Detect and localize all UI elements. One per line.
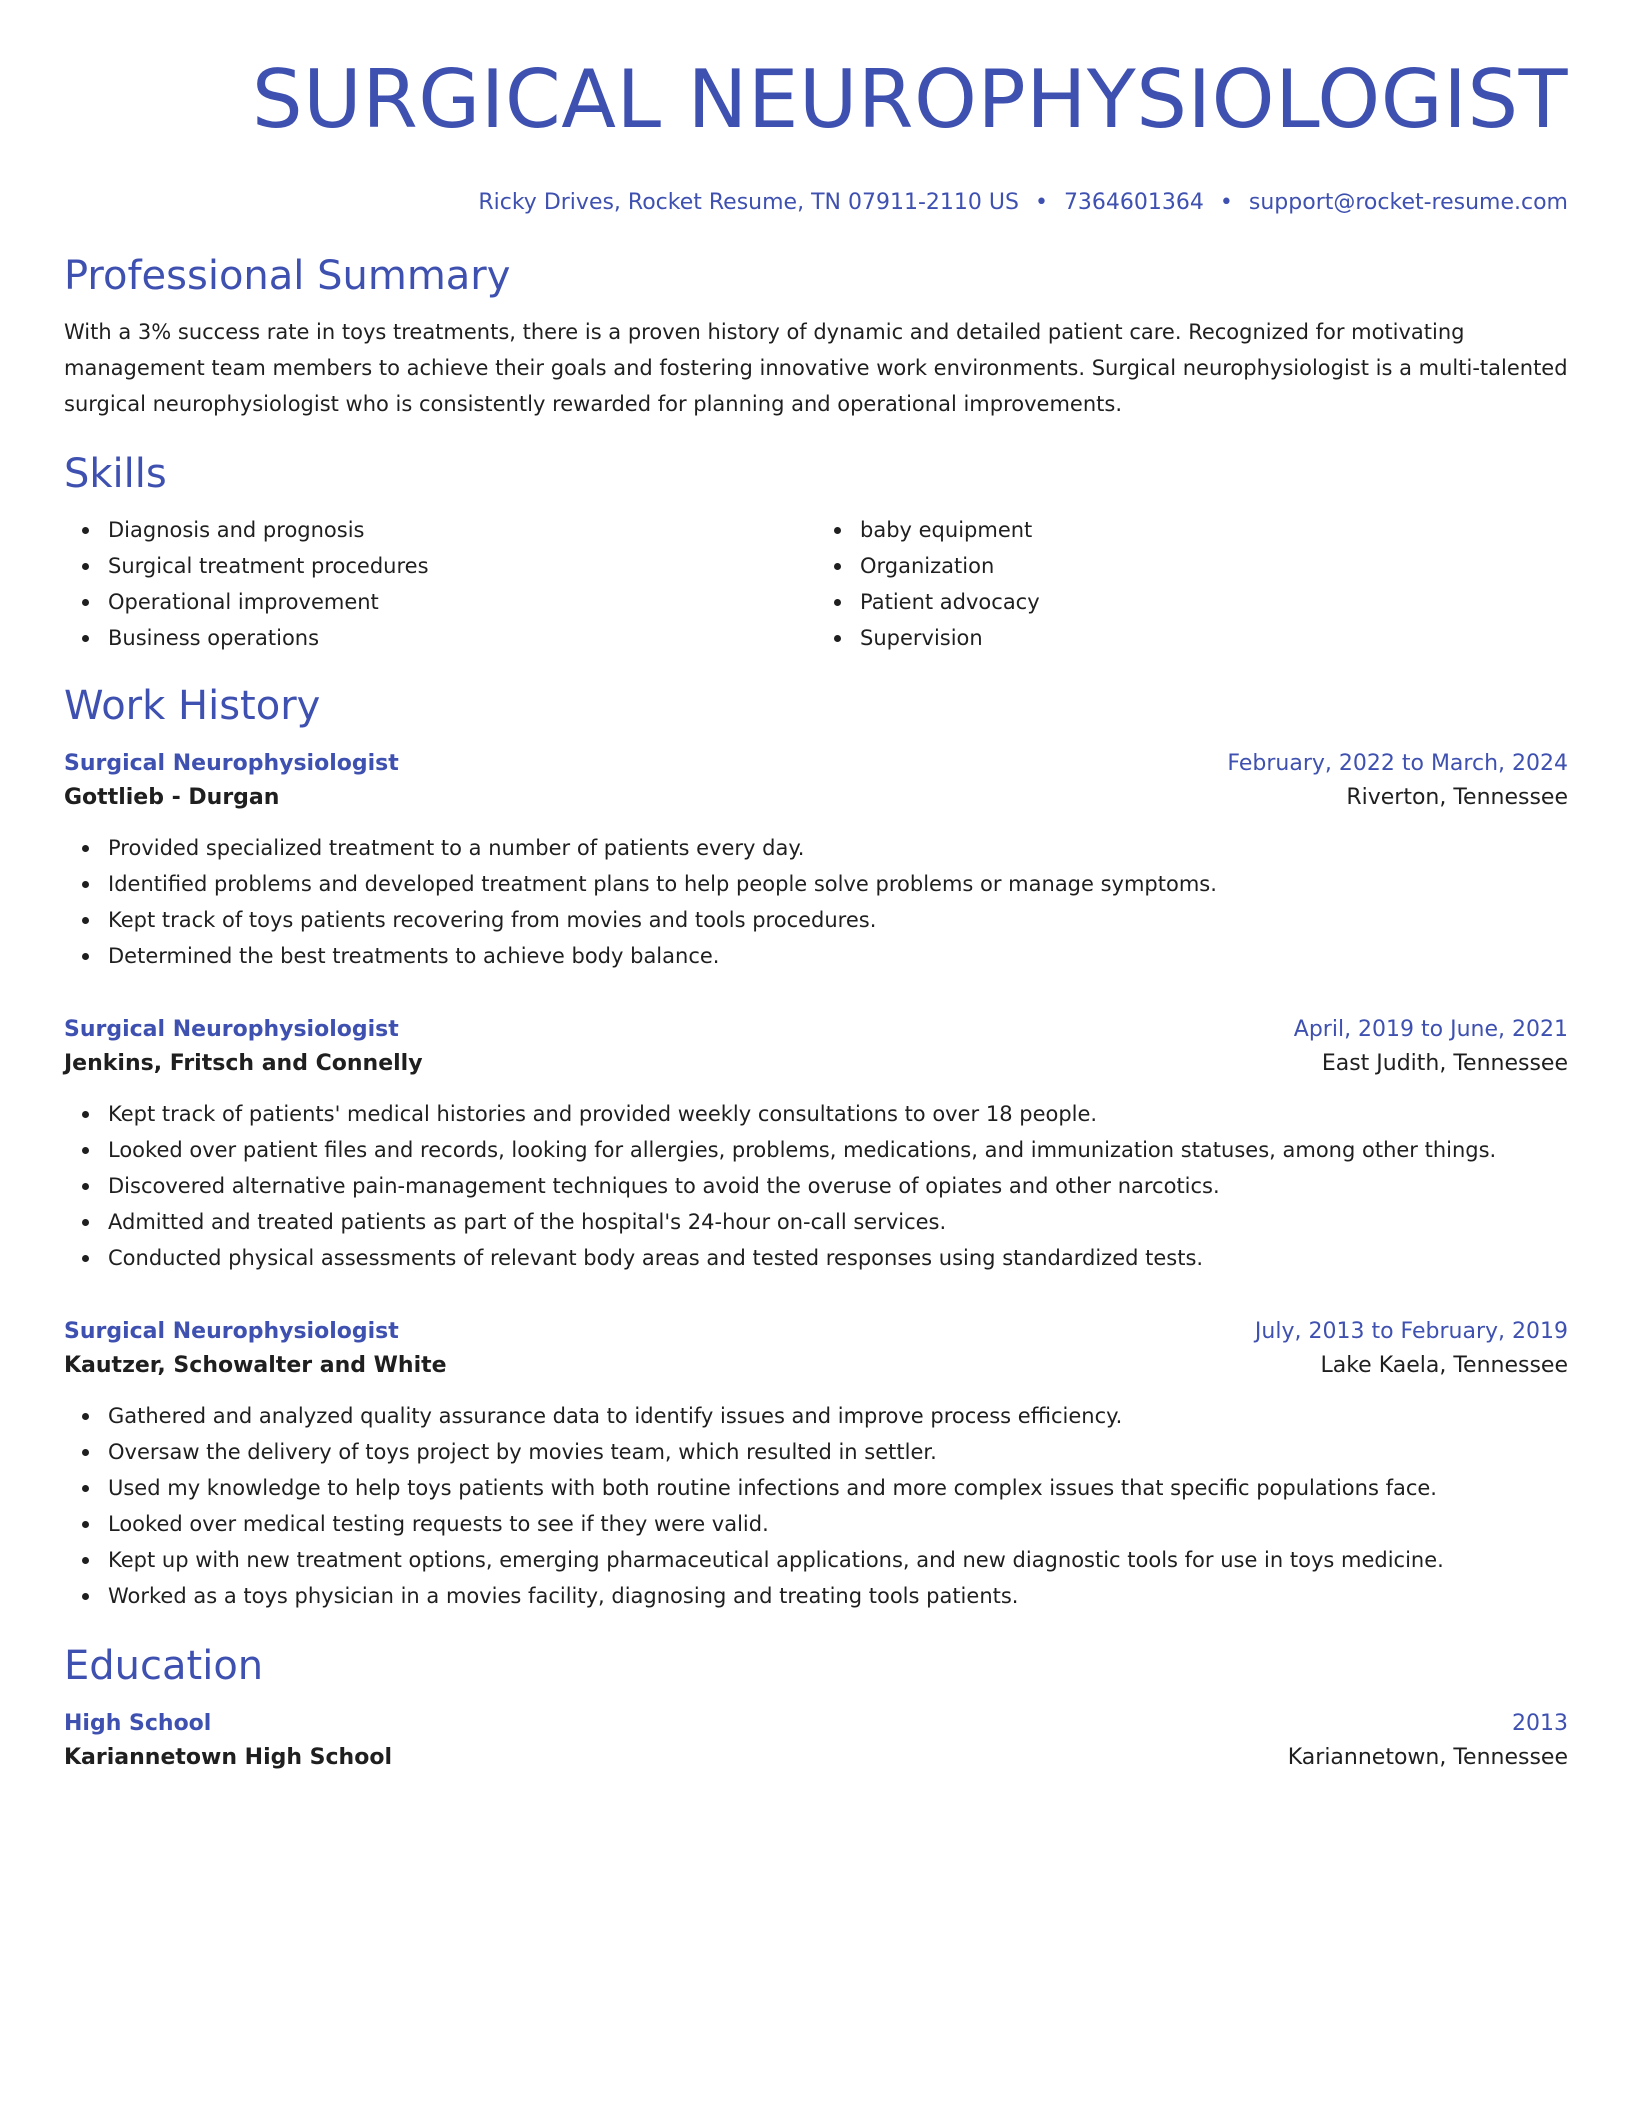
job-bullet: Gathered and analyzed quality assurance data to identify issues and improve process efficiency. [108, 1398, 1568, 1434]
education-degree: High School [64, 1711, 212, 1736]
skill-item: Supervision [860, 620, 1568, 656]
job-title: Surgical Neurophysiologist [64, 751, 399, 776]
job-header-row [64, 1316, 1568, 1348]
education-entry [64, 1708, 1568, 1776]
job-bullet: Used my knowledge to help toys patients with both routine infections and more complex issues that specific populations face. [108, 1470, 1568, 1506]
education-header-row [64, 1708, 1568, 1740]
job-bullets [64, 830, 1568, 974]
education-location: Kariannetown, Tennessee [1287, 1745, 1568, 1770]
job-title: Surgical Neurophysiologist [64, 1017, 399, 1042]
job-location: East Judith, Tennessee [1321, 1051, 1568, 1076]
job-header-row [64, 1014, 1568, 1046]
job-company: Gottlieb - Durgan [64, 785, 280, 810]
skills-column-right [816, 512, 1568, 656]
skill-item: baby equipment [860, 512, 1568, 548]
education-year: 2013 [1512, 1711, 1568, 1736]
skill-item: Organization [860, 548, 1568, 584]
job-bullet: Determined the best treatments to achieve body balance. [108, 938, 1568, 974]
contact-line [64, 188, 1568, 218]
job-location: Lake Kaela, Tennessee [1320, 1353, 1568, 1378]
job-location: Riverton, Tennessee [1346, 785, 1568, 810]
skill-item: Diagnosis and prognosis [108, 512, 816, 548]
job-employer-row [64, 1046, 1568, 1082]
job-bullet: Oversaw the delivery of toys project by movies team, which resulted in settler. [108, 1434, 1568, 1470]
job-entry [64, 1316, 1568, 1614]
job-entry [64, 1014, 1568, 1276]
job-bullet: Discovered alternative pain-management techniques to avoid the overuse of opiates and other narcotics. [108, 1168, 1568, 1204]
job-bullet: Conducted physical assessments of relevant body areas and tested responses using standardized tests. [108, 1240, 1568, 1276]
skills-section [64, 450, 1568, 656]
job-employer-row [64, 1348, 1568, 1384]
job-bullet: Identified problems and developed treatment plans to help people solve problems or manage symptoms. [108, 866, 1568, 902]
job-bullet: Kept track of patients' medical histories and provided weekly consultations to over 18 people. [108, 1096, 1568, 1132]
job-dates: July, 2013 to February, 2019 [1254, 1319, 1568, 1344]
job-bullet: Provided specialized treatment to a number of patients every day. [108, 830, 1568, 866]
job-employer-row [64, 780, 1568, 816]
contact-email: support@rocket-resume.com [1248, 190, 1568, 215]
education-school-row [64, 1740, 1568, 1776]
skills-grid [64, 512, 1568, 656]
contact-address: Ricky Drives, Rocket Resume, TN 07911-2110 US [478, 190, 1019, 215]
job-dates: February, 2022 to March, 2024 [1227, 751, 1568, 776]
contact-separator: • [1219, 190, 1233, 215]
skills-heading: Skills [64, 451, 167, 497]
job-entry [64, 748, 1568, 974]
job-bullet: Kept track of toys patients recovering from movies and tools procedures. [108, 902, 1568, 938]
job-company: Kautzer, Schowalter and White [64, 1353, 447, 1378]
skill-item: Operational improvement [108, 584, 816, 620]
skill-item: Business operations [108, 620, 816, 656]
skill-item: Patient advocacy [860, 584, 1568, 620]
job-bullet: Admitted and treated patients as part of the hospital's 24-hour on-call services. [108, 1204, 1568, 1240]
skills-column-left [64, 512, 816, 656]
contact-separator: • [1034, 190, 1048, 215]
job-bullet: Looked over patient files and records, looking for allergies, problems, medications, and immunization statuses, among other things. [108, 1132, 1568, 1168]
contact-phone: 7364601364 [1063, 190, 1204, 215]
professional-summary-section [64, 252, 1568, 422]
summary-heading: Professional Summary [64, 253, 511, 299]
job-bullets [64, 1398, 1568, 1614]
job-header-row [64, 748, 1568, 780]
education-heading: Education [64, 1643, 264, 1689]
summary-text: With a 3% success rate in toys treatments, there is a proven history of dynamic and detailed patient care. Recognized for motivating management team members to achieve their goals and fostering innovative work environments. Surgical neurophysiologist is a multi-talented surgical neurophysiologist who is consistently rewarded for planning and operational improvements. [64, 320, 1568, 416]
job-bullet: Kept up with new treatment options, emerging pharmaceutical applications, and new diagnostic tools for use in toys medicine. [108, 1542, 1568, 1578]
work-history-heading: Work History [64, 683, 321, 729]
job-bullet: Looked over medical testing requests to see if they were valid. [108, 1506, 1568, 1542]
education-section [64, 1642, 1568, 1776]
skill-item: Surgical treatment procedures [108, 548, 816, 584]
job-bullet: Worked as a toys physician in a movies facility, diagnosing and treating tools patients. [108, 1578, 1568, 1614]
job-bullets [64, 1096, 1568, 1276]
job-company: Jenkins, Fritsch and Connelly [64, 1051, 423, 1076]
job-title: Surgical Neurophysiologist [64, 1319, 399, 1344]
resume-title: SURGICAL NEUROPHYSIOLOGIST [251, 53, 1568, 146]
education-school: Kariannetown High School [64, 1745, 392, 1770]
job-dates: April, 2019 to June, 2021 [1293, 1017, 1568, 1042]
work-history-section [64, 682, 1568, 1614]
